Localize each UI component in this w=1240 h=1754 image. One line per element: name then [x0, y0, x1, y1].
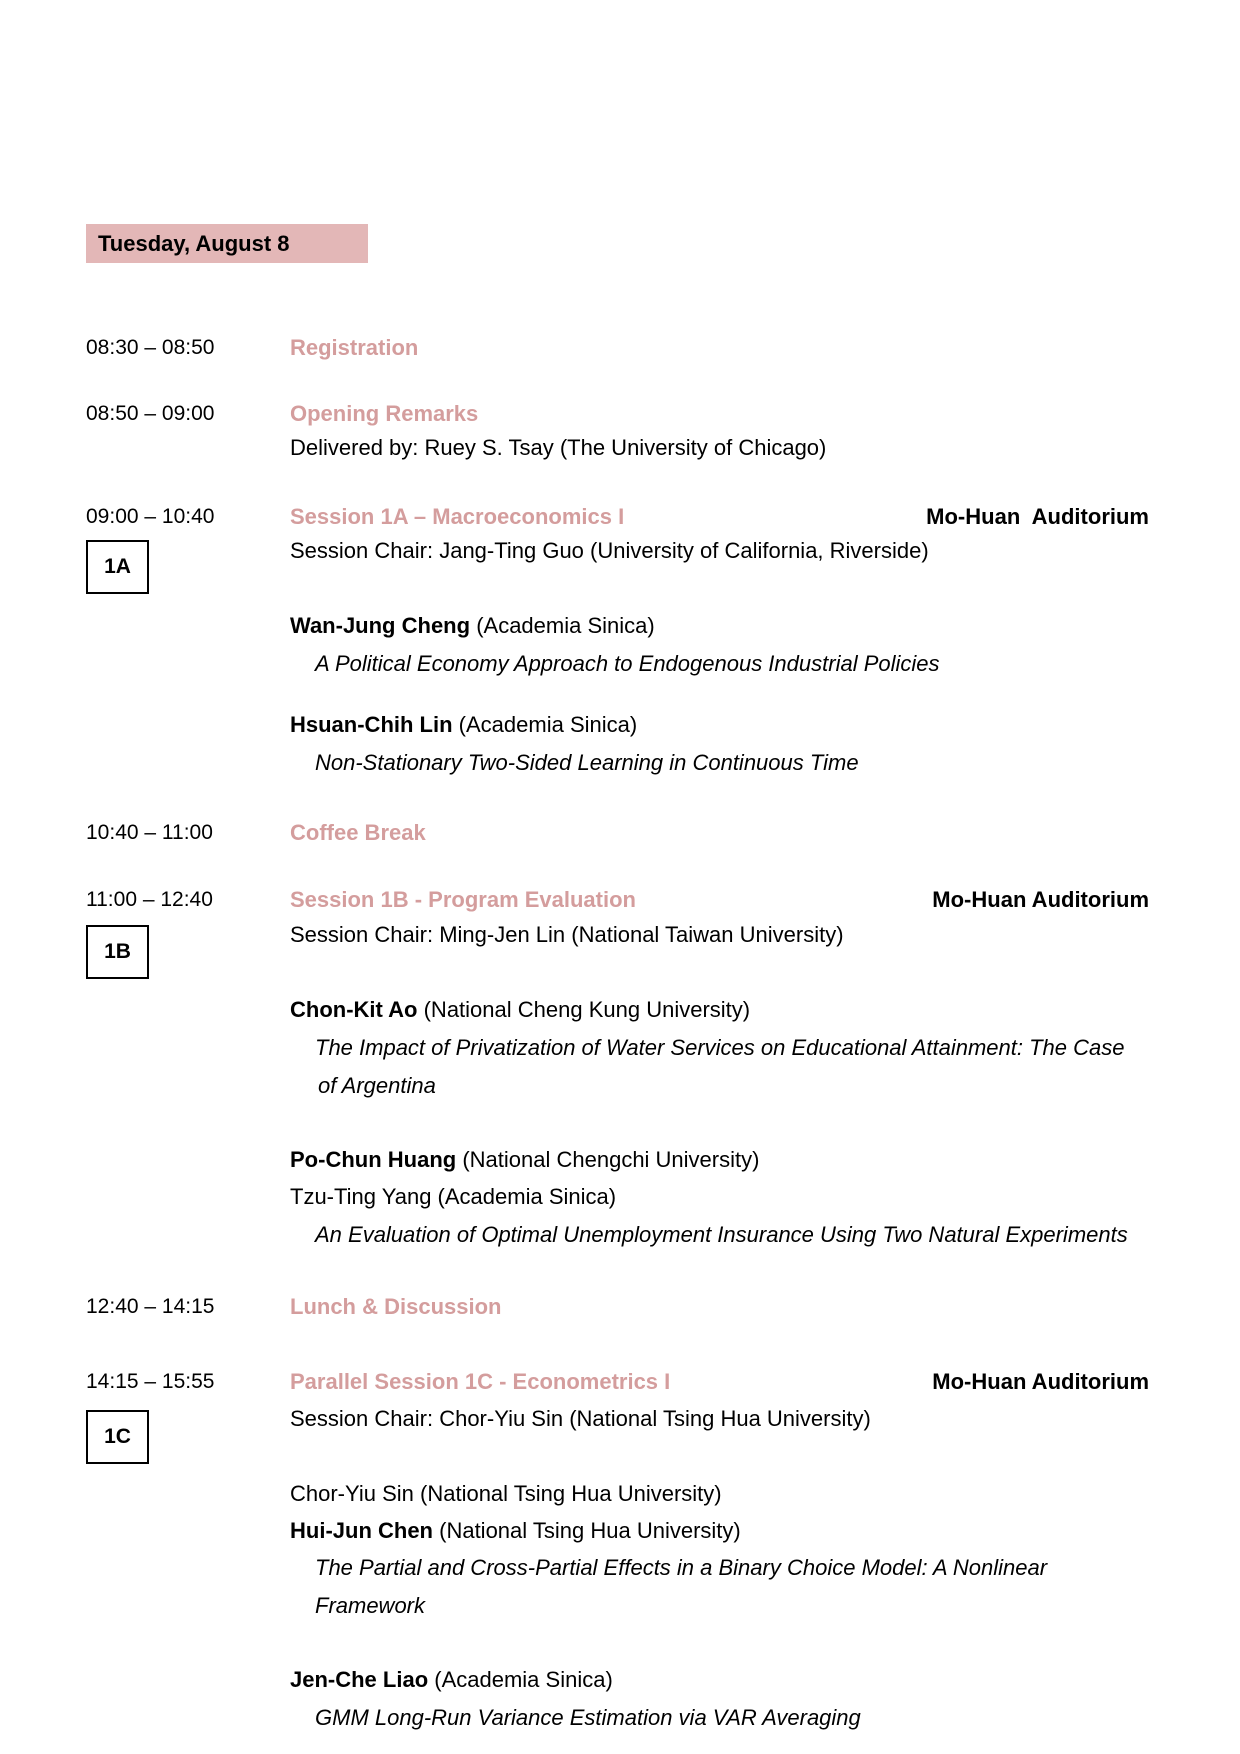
session-1a-paper-2-author	[290, 711, 637, 739]
session-1a-chair	[290, 537, 929, 565]
chair-name: Jang-Ting Guo (University of California, Riverside)	[439, 538, 929, 563]
session-1a-paper-2-title: Non-Stationary Two-Sided Learning in Continuous Time	[315, 750, 859, 775]
session-1b-paper-1-title	[315, 1029, 1165, 1105]
author-affiliation: (National Chengchi University)	[462, 1147, 760, 1172]
opening-time: 08:50 – 09:00	[86, 402, 215, 425]
chair-label: Session Chair:	[290, 538, 434, 563]
opening-title: Opening Remarks	[290, 401, 479, 426]
author-affiliation: (Academia Sinica)	[458, 712, 638, 737]
session-1b-room: Mo-Huan Auditorium	[932, 887, 1149, 912]
session-1b-paper-2-coauthor: Tzu-Ting Yang (Academia Sinica)	[290, 1184, 617, 1209]
session-1c-paper-2-title: GMM Long-Run Variance Estimation via VAR Averaging	[315, 1705, 861, 1730]
session-1c-badge: 1C	[86, 1410, 149, 1464]
author-name: Chon-Kit Ao	[290, 997, 418, 1022]
session-1a-room: Mo-Huan Auditorium	[926, 504, 1149, 529]
coffee-title: Coffee Break	[290, 820, 426, 845]
session-1c-paper-1-title	[315, 1549, 1165, 1625]
author-name: Jen-Che Liao	[290, 1667, 429, 1692]
session-1c-time: 14:15 – 15:55	[86, 1370, 215, 1393]
session-1b-title: Session 1B - Program Evaluation	[290, 887, 636, 912]
author-name: Hsuan-Chih Lin	[290, 712, 453, 737]
session-1a-time: 09:00 – 10:40	[86, 505, 215, 528]
session-1b-paper-2-author	[290, 1146, 759, 1174]
session-1c-paper-1-author	[290, 1517, 741, 1545]
author-name: Wan-Jung Cheng	[290, 613, 471, 638]
session-1b-time: 11:00 – 12:40	[86, 888, 213, 911]
paper-title-line: of Argentina	[318, 1073, 436, 1098]
author-affiliation: (Academia Sinica)	[476, 613, 655, 638]
session-1c-chair	[290, 1405, 871, 1433]
coffee-time: 10:40 – 11:00	[86, 821, 213, 844]
session-1b-badge: 1B	[86, 925, 149, 979]
author-name: Po-Chun Huang	[290, 1147, 457, 1172]
author-affiliation: (National Cheng Kung University)	[423, 997, 751, 1022]
paper-title-line: The Partial and Cross-Partial Effects in a Binary Choice Model: A Nonlinear	[315, 1555, 1048, 1580]
session-1a-paper-1-title: A Political Economy Approach to Endogenous Industrial Policies	[315, 651, 940, 676]
author-affiliation: (Academia Sinica)	[434, 1667, 613, 1692]
day-header: Tuesday, August 8	[86, 224, 368, 263]
delivered-label: Delivered by:	[290, 435, 419, 460]
session-1b-paper-1-author	[290, 996, 750, 1024]
opening-delivered-by	[290, 434, 826, 462]
author-name: Hui-Jun Chen	[290, 1518, 433, 1543]
session-1a-paper-1-author	[290, 612, 655, 640]
session-1c-paper-1-coauthor: Chor-Yiu Sin (National Tsing Hua University)	[290, 1481, 722, 1506]
paper-title-line: Framework	[315, 1593, 426, 1618]
lunch-time: 12:40 – 14:15	[86, 1295, 215, 1318]
registration-title: Registration	[290, 335, 419, 360]
session-1b-paper-2-title: An Evaluation of Optimal Unemployment Insurance Using Two Natural Experiments	[315, 1222, 1128, 1247]
chair-name: Chor-Yiu Sin (National Tsing Hua University)	[439, 1406, 871, 1431]
author-affiliation: (National Tsing Hua University)	[439, 1518, 741, 1543]
session-1c-room: Mo-Huan Auditorium	[932, 1369, 1149, 1394]
session-1a-title: Session 1A – Macroeconomics I	[290, 504, 625, 529]
delivered-name: Ruey S. Tsay (The University of Chicago)	[424, 435, 827, 460]
lunch-title: Lunch & Discussion	[290, 1294, 502, 1319]
registration-time: 08:30 – 08:50	[86, 336, 215, 359]
paper-title-line: The Impact of Privatization of Water Services on Educational Attainment: The Case	[315, 1035, 1125, 1060]
chair-label: Session Chair:	[290, 922, 434, 947]
session-1b-chair	[290, 921, 844, 949]
session-1c-title: Parallel Session 1C - Econometrics I	[290, 1369, 671, 1394]
session-1c-paper-2-author	[290, 1666, 613, 1694]
session-1a-badge: 1A	[86, 540, 149, 594]
chair-label: Session Chair:	[290, 1406, 434, 1431]
chair-name: Ming-Jen Lin (National Taiwan University)	[439, 922, 844, 947]
